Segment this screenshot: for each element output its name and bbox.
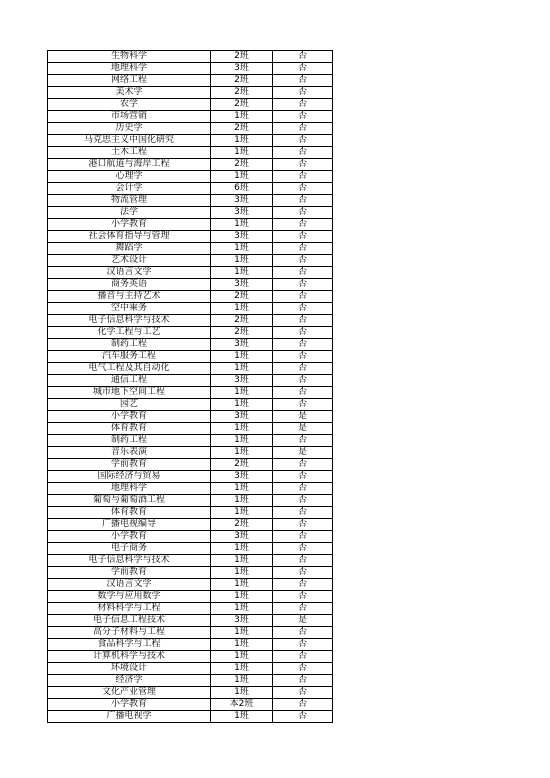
class-count-cell: 1班 [211,543,273,555]
major-cell: 马克思主义中国化研究 [48,135,211,147]
class-count-cell: 1班 [211,567,273,579]
class-count-cell: 1班 [211,255,273,267]
flag-cell: 否 [273,327,333,339]
major-cell: 经济学 [48,675,211,687]
flag-cell: 否 [273,63,333,75]
flag-cell: 否 [273,291,333,303]
flag-cell: 否 [273,483,333,495]
major-cell: 园艺 [48,399,211,411]
class-count-cell: 1班 [211,351,273,363]
class-count-cell: 1班 [211,663,273,675]
major-cell: 播音与主持艺术 [48,291,211,303]
major-cell: 地理科学 [48,483,211,495]
class-count-cell: 1班 [211,135,273,147]
table-row [48,87,333,99]
class-count-cell: 6班 [211,183,273,195]
major-cell: 小学教育 [48,699,211,711]
flag-cell: 否 [273,471,333,483]
major-cell: 空中乘务 [48,303,211,315]
table-row [48,591,333,603]
class-count-cell: 3班 [211,339,273,351]
major-cell: 通信工程 [48,375,211,387]
class-count-cell: 3班 [211,231,273,243]
class-count-cell: 1班 [211,687,273,699]
major-cell: 汉语言文学 [48,579,211,591]
class-count-cell: 2班 [211,123,273,135]
flag-cell: 否 [273,147,333,159]
class-count-cell: 1班 [211,267,273,279]
table-row [48,663,333,675]
class-count-cell: 1班 [211,675,273,687]
class-count-cell: 2班 [211,291,273,303]
class-count-cell: 1班 [211,639,273,651]
flag-cell: 否 [273,603,333,615]
table-row [48,447,333,459]
table-row [48,63,333,75]
major-cell: 化学工程与工艺 [48,327,211,339]
table-row [48,279,333,291]
major-cell: 地理科学 [48,63,211,75]
flag-cell: 否 [273,651,333,663]
major-cell: 体育教育 [48,507,211,519]
major-cell: 食品科学与工程 [48,639,211,651]
flag-cell: 否 [273,711,333,723]
major-cell: 舞蹈学 [48,243,211,255]
major-cell: 港口航道与海岸工程 [48,159,211,171]
table-row [48,339,333,351]
major-cell: 高分子材料与工程 [48,627,211,639]
flag-cell: 否 [273,663,333,675]
class-count-cell: 2班 [211,51,273,63]
table-row [48,351,333,363]
flag-cell: 否 [273,567,333,579]
major-cell: 电子信息科学与技术 [48,315,211,327]
table-row [48,687,333,699]
flag-cell: 否 [273,495,333,507]
flag-cell: 是 [273,423,333,435]
table-row [48,711,333,723]
table-row [48,639,333,651]
class-count-cell: 3班 [211,411,273,423]
major-cell: 土木工程 [48,147,211,159]
flag-cell: 否 [273,87,333,99]
class-count-cell: 1班 [211,303,273,315]
class-count-cell: 1班 [211,147,273,159]
major-cell: 计算机科学与技术 [48,651,211,663]
table-row [48,219,333,231]
class-count-cell: 1班 [211,591,273,603]
class-count-cell: 1班 [211,423,273,435]
major-cell: 电子商务 [48,543,211,555]
class-count-cell: 3班 [211,195,273,207]
table-row [48,387,333,399]
major-cell: 学前教育 [48,459,211,471]
major-cell: 法学 [48,207,211,219]
major-cell: 汽车服务工程 [48,351,211,363]
major-cell: 历史学 [48,123,211,135]
major-cell: 网络工程 [48,75,211,87]
class-count-cell: 1班 [211,363,273,375]
major-cell: 广播电视编导 [48,519,211,531]
flag-cell: 否 [273,591,333,603]
table-row [48,207,333,219]
flag-cell: 否 [273,351,333,363]
flag-cell: 是 [273,447,333,459]
class-count-cell: 2班 [211,327,273,339]
table-row [48,567,333,579]
flag-cell: 否 [273,183,333,195]
class-count-cell: 1班 [211,111,273,123]
major-cell: 会计学 [48,183,211,195]
major-cell: 社会体育指导与管理 [48,231,211,243]
class-count-cell: 1班 [211,711,273,723]
majors-table [47,50,333,723]
flag-cell: 否 [273,579,333,591]
class-count-cell: 1班 [211,219,273,231]
flag-cell: 否 [273,207,333,219]
flag-cell: 否 [273,699,333,711]
major-cell: 心理学 [48,171,211,183]
flag-cell: 否 [273,531,333,543]
flag-cell: 否 [273,51,333,63]
major-cell: 电子信息科学与技术 [48,555,211,567]
table-row [48,363,333,375]
flag-cell: 否 [273,507,333,519]
class-count-cell: 1班 [211,435,273,447]
flag-cell: 否 [273,675,333,687]
major-cell: 小学教育 [48,219,211,231]
major-cell: 小学教育 [48,531,211,543]
class-count-cell: 1班 [211,579,273,591]
major-cell: 电子信息工程技术 [48,615,211,627]
class-count-cell: 1班 [211,627,273,639]
class-count-cell: 3班 [211,471,273,483]
table-row [48,495,333,507]
major-cell: 数学与应用数学 [48,591,211,603]
class-count-cell: 2班 [211,459,273,471]
class-count-cell: 1班 [211,555,273,567]
flag-cell: 否 [273,639,333,651]
class-count-cell: 1班 [211,651,273,663]
table-row [48,159,333,171]
major-cell: 葡萄与葡萄酒工程 [48,495,211,507]
major-cell: 体育教育 [48,423,211,435]
flag-cell: 否 [273,459,333,471]
table-row [48,291,333,303]
flag-cell: 否 [273,543,333,555]
class-count-cell: 2班 [211,519,273,531]
table-row [48,111,333,123]
major-cell: 环境设计 [48,663,211,675]
class-count-cell: 2班 [211,159,273,171]
major-cell: 汉语言文学 [48,267,211,279]
table-row [48,471,333,483]
class-count-cell: 1班 [211,603,273,615]
major-cell: 物流管理 [48,195,211,207]
table-row [48,51,333,63]
major-cell: 材料科学与工程 [48,603,211,615]
table-row [48,699,333,711]
class-count-cell: 1班 [211,447,273,459]
table-row [48,483,333,495]
flag-cell: 否 [273,75,333,87]
table-row [48,171,333,183]
table-row [48,531,333,543]
class-count-cell: 2班 [211,75,273,87]
table-row [48,459,333,471]
flag-cell: 否 [273,627,333,639]
flag-cell: 否 [273,111,333,123]
flag-cell: 是 [273,615,333,627]
class-count-cell: 3班 [211,207,273,219]
class-count-cell: 2班 [211,99,273,111]
table-row [48,327,333,339]
class-count-cell: 3班 [211,63,273,75]
flag-cell: 否 [273,267,333,279]
flag-cell: 否 [273,363,333,375]
table-row [48,231,333,243]
spreadsheet-page [47,50,333,723]
class-count-cell: 本2班 [211,699,273,711]
class-count-cell: 1班 [211,387,273,399]
flag-cell: 否 [273,171,333,183]
table-row [48,507,333,519]
major-cell: 广播电视学 [48,711,211,723]
flag-cell: 否 [273,339,333,351]
major-cell: 国际经济与贸易 [48,471,211,483]
table-row [48,315,333,327]
table-row [48,303,333,315]
class-count-cell: 1班 [211,171,273,183]
table-row [48,675,333,687]
class-count-cell: 3班 [211,279,273,291]
major-cell: 电气工程及其自动化 [48,363,211,375]
class-count-cell: 1班 [211,483,273,495]
table-row [48,135,333,147]
major-cell: 艺术设计 [48,255,211,267]
table-body [48,51,333,723]
class-count-cell: 3班 [211,375,273,387]
table-row [48,519,333,531]
class-count-cell: 2班 [211,315,273,327]
flag-cell: 否 [273,243,333,255]
table-row [48,435,333,447]
major-cell: 市场营销 [48,111,211,123]
flag-cell: 否 [273,387,333,399]
table-row [48,183,333,195]
flag-cell: 否 [273,279,333,291]
class-count-cell: 1班 [211,507,273,519]
table-row [48,603,333,615]
major-cell: 生物科学 [48,51,211,63]
table-row [48,627,333,639]
flag-cell: 否 [273,519,333,531]
major-cell: 音乐表演 [48,447,211,459]
flag-cell: 否 [273,555,333,567]
flag-cell: 否 [273,231,333,243]
table-row [48,75,333,87]
class-count-cell: 2班 [211,87,273,99]
table-row [48,555,333,567]
flag-cell: 否 [273,135,333,147]
major-cell: 小学教育 [48,411,211,423]
flag-cell: 否 [273,255,333,267]
class-count-cell: 1班 [211,399,273,411]
table-row [48,423,333,435]
flag-cell: 否 [273,219,333,231]
flag-cell: 是 [273,411,333,423]
table-row [48,375,333,387]
flag-cell: 否 [273,195,333,207]
major-cell: 制药工程 [48,435,211,447]
flag-cell: 否 [273,375,333,387]
major-cell: 文化产业管理 [48,687,211,699]
table-row [48,243,333,255]
major-cell: 美术学 [48,87,211,99]
flag-cell: 否 [273,315,333,327]
table-row [48,123,333,135]
table-row [48,651,333,663]
class-count-cell: 1班 [211,243,273,255]
table-row [48,399,333,411]
major-cell: 城市地下空间工程 [48,387,211,399]
table-row [48,411,333,423]
table-row [48,99,333,111]
flag-cell: 否 [273,303,333,315]
table-row [48,615,333,627]
class-count-cell: 3班 [211,531,273,543]
flag-cell: 否 [273,399,333,411]
table-row [48,579,333,591]
flag-cell: 否 [273,159,333,171]
class-count-cell: 3班 [211,615,273,627]
major-cell: 商务英语 [48,279,211,291]
major-cell: 学前教育 [48,567,211,579]
table-row [48,543,333,555]
flag-cell: 否 [273,435,333,447]
table-row [48,195,333,207]
flag-cell: 否 [273,123,333,135]
class-count-cell: 1班 [211,495,273,507]
table-row [48,255,333,267]
flag-cell: 否 [273,99,333,111]
major-cell: 制药工程 [48,339,211,351]
flag-cell: 否 [273,687,333,699]
table-row [48,267,333,279]
major-cell: 农学 [48,99,211,111]
table-row [48,147,333,159]
